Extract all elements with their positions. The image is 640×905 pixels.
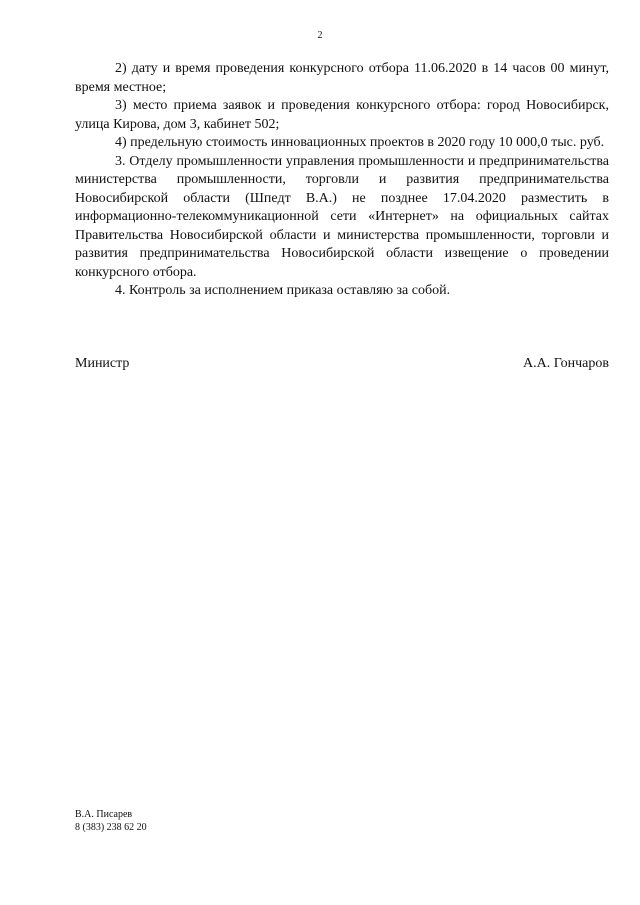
paragraph-max-cost: 4) предельную стоимость инновационных проектов в 2020 году 10 000,0 тыс. руб.: [115, 135, 605, 150]
signatory-name: А.А. Гончаров: [523, 356, 609, 371]
signatory-position: Министр: [75, 356, 130, 371]
executor-block: [75, 808, 147, 834]
executor-phone: 8 (383) 238 62 20: [75, 822, 147, 833]
paragraph-date-time: 2) дату и время проведения конкурсного отбора 11.06.2020 в 14 часов 00 минут, время местное;: [75, 61, 609, 95]
paragraph-control: 4. Контроль за исполнением приказа оставляю за собой.: [115, 283, 451, 298]
page-number: 2: [317, 30, 323, 41]
executor-name: В.А. Писарев: [75, 809, 133, 820]
document-body: [75, 60, 609, 301]
paragraph-location: 3) место приема заявок и проведения конкурсного отбора: город Новосибирск, улица Кирова, дом 3, кабинет 502;: [75, 98, 609, 132]
paragraph-publication-order: 3. Отделу промышленности управления промышленности и предпринимательства министерства промышленности, торговли и развития предпринимательства Новосибирской области (Шпедт В.А.) не позднее 17.04.2020 разместить в информационно-телекоммуникационной сети «Интернет» на официальных сайтах Правительства Новосибирской области и министерства промышленности, торговли и развития предпринимательства Новосибирской области извещение о проведении конкурсного отбора.: [75, 153, 609, 280]
signature-block: [75, 355, 609, 373]
